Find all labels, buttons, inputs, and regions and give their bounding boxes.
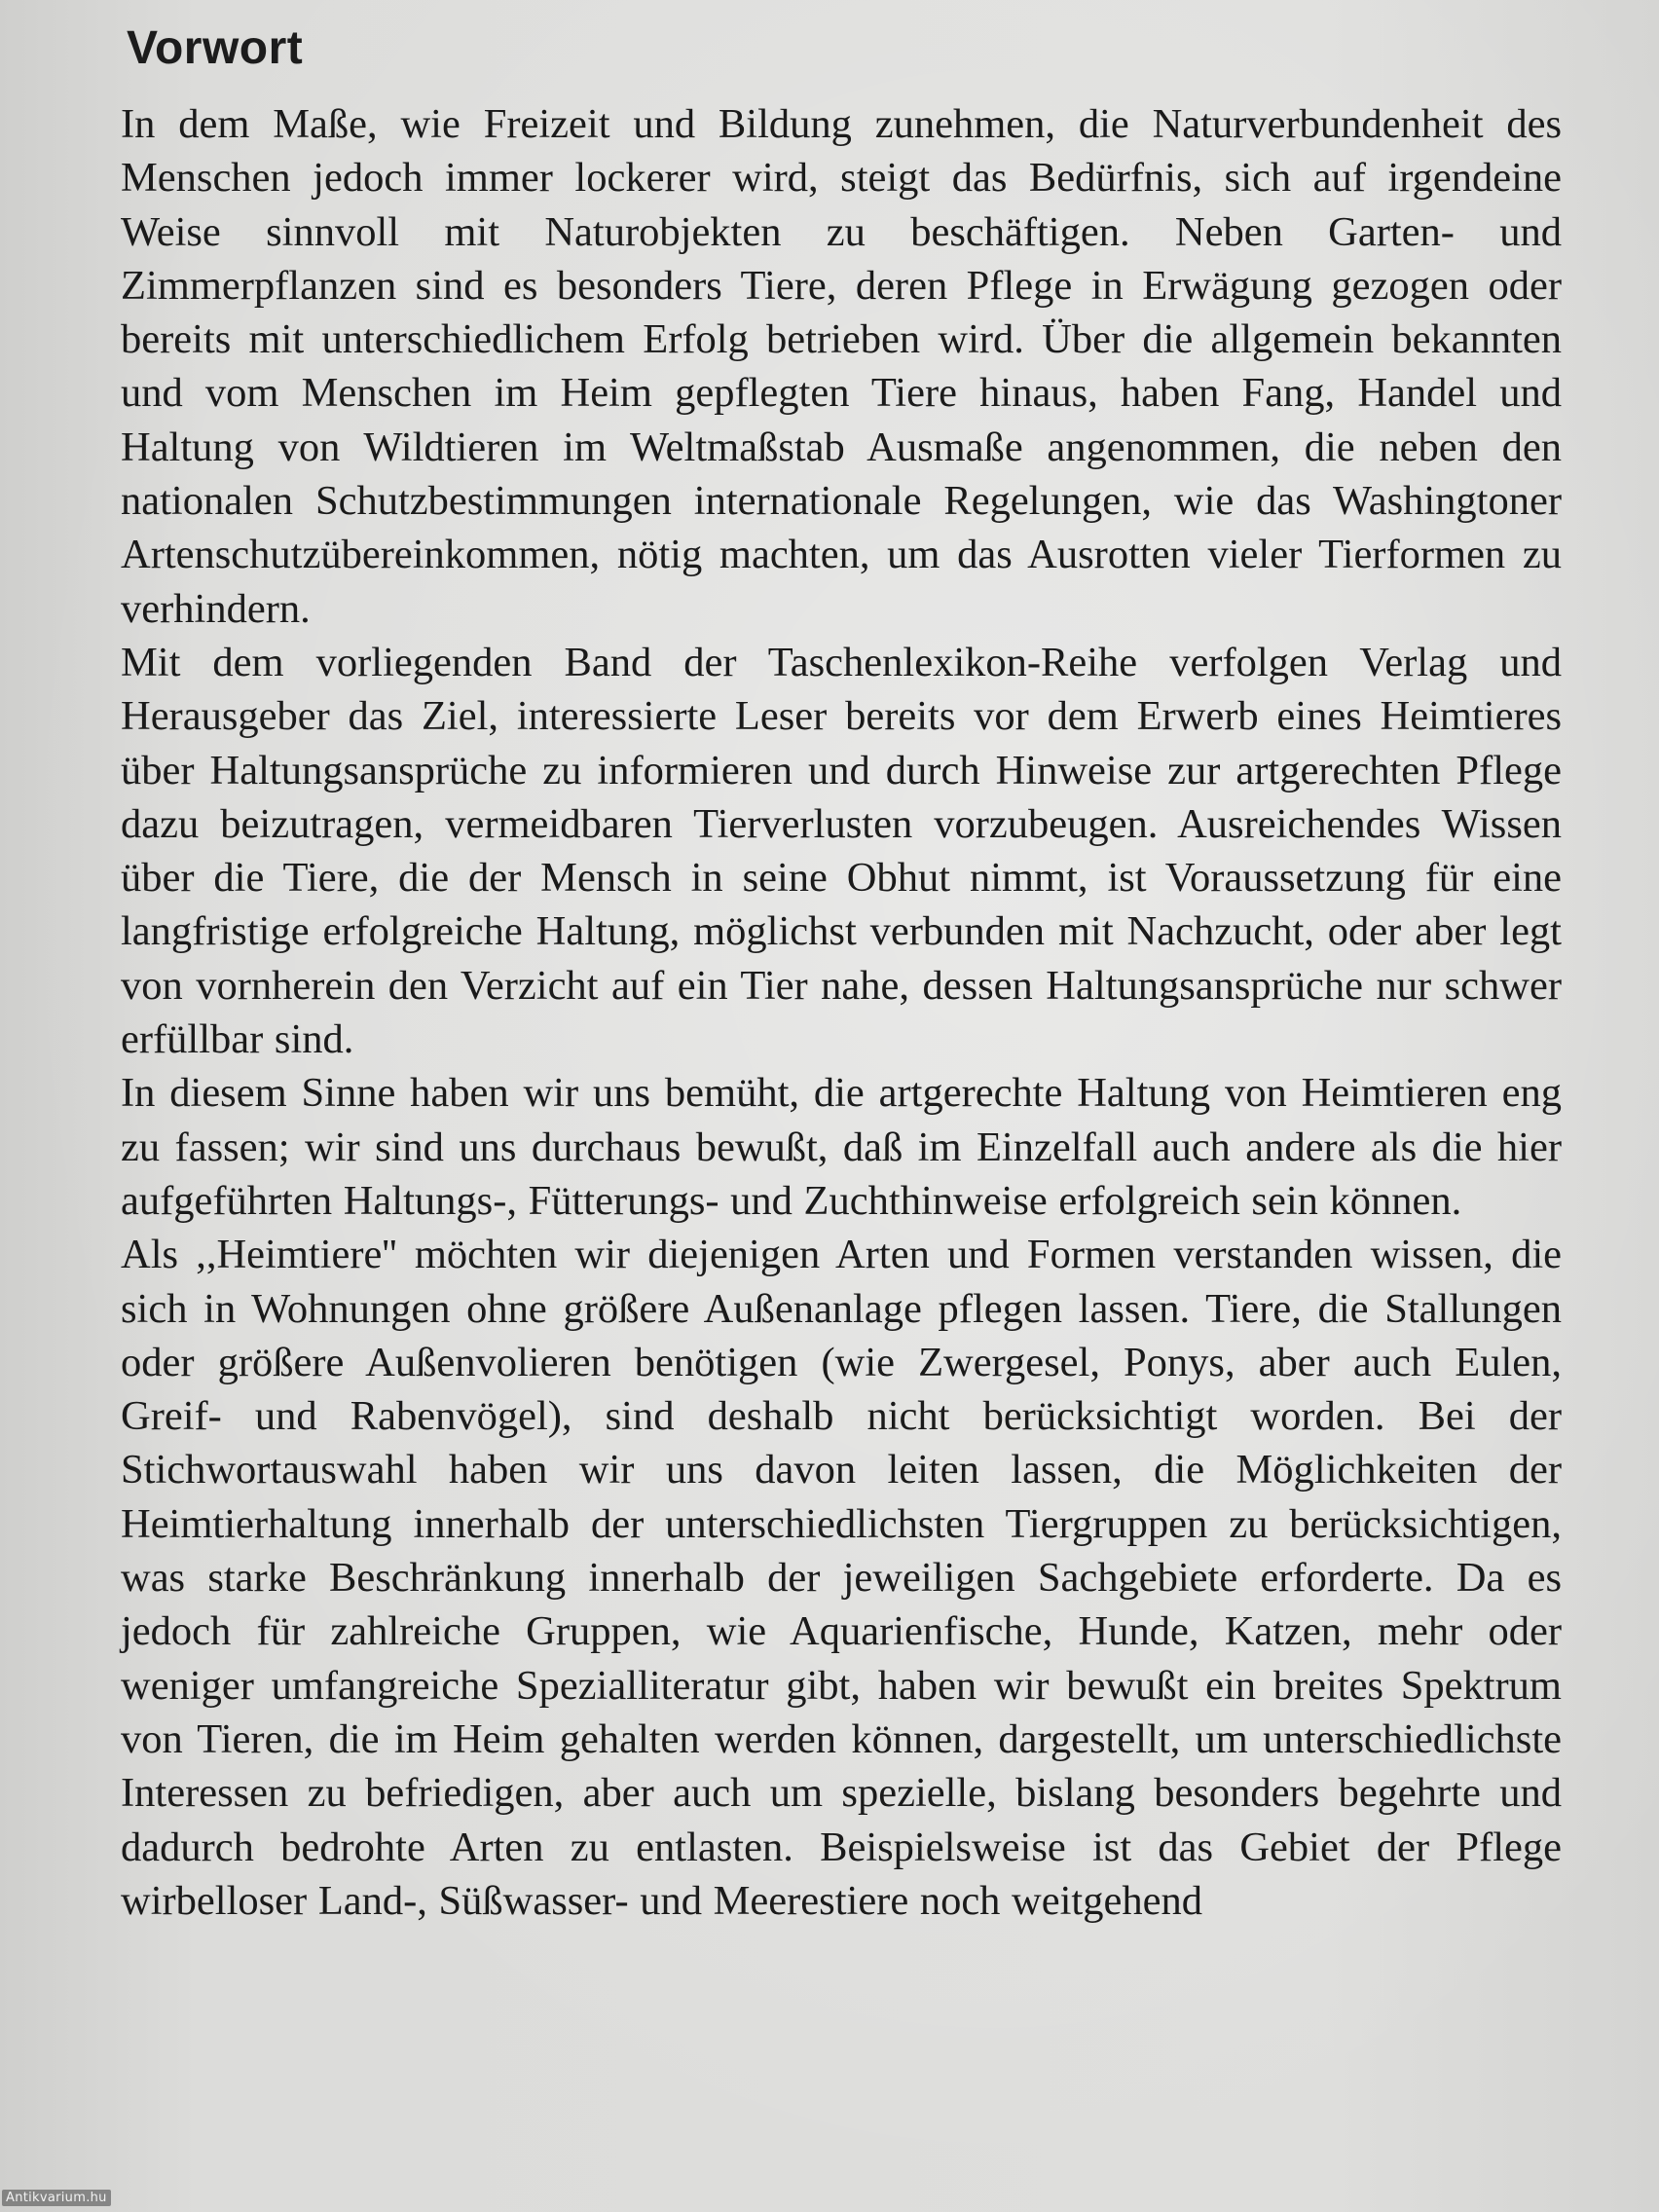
watermark: Antikvarium.hu	[2, 2190, 111, 2206]
page-title: Vorwort	[127, 22, 304, 74]
paragraph-4: Als ,,Heimtiere'' möchten wir diejenigen Arten und Formen verstanden wissen, die sich in Wohnungen ohne größere Außenanlage pflegen lassen. Tiere, die Stallungen oder größere Außenvolieren benötigen (wie Zwergesel, Ponys, aber auch Eulen, Greif- und Rabenvögel), sind deshalb nicht berücksichtigt worden. Bei der Stichwortauswahl haben wir uns davon leiten lassen, die Möglichkeiten der Heimtierhaltung innerhalb der unterschiedlichsten Tiergruppen zu berücksichtigen, was starke Beschränkung innerhalb der jeweiligen Sachgebiete erforderte. Da es jedoch für zahlreiche Gruppen, wie Aquarienfische, Hunde, Katzen, mehr oder weniger umfangreiche Spezialliteratur gibt, haben wir bewußt ein breites Spektrum von Tieren, die im Heim gehalten werden können, dargestellt, um unterschiedlichste Interessen zu befriedigen, aber auch um spezielle, bislang besonders begehrte und dadurch bedrohte Arten zu entlasten. Beispielsweise ist das Gebiet der Pflege wirbelloser Land-, Süßwasser- und Meerestiere noch weitgehend	[121, 1232, 1562, 1924]
body-text	[121, 97, 1562, 1928]
paragraph-1: In dem Maße, wie Freizeit und Bildung zunehmen, die Naturverbundenheit des Menschen jedoch immer lockerer wird, steigt das Bedürfnis, sich auf irgendeine Weise sinnvoll mit Naturobjekten zu beschäftigen. Neben Garten- und Zimmerpflanzen sind es besonders Tiere, deren Pflege in Erwägung gezogen oder bereits mit unterschiedlichem Erfolg betrieben wird. Über die allgemein bekannten und vom Menschen im Heim gepflegten Tiere hinaus, haben Fang, Handel und Haltung von Wildtieren im Weltmaßstab Ausmaße angenommen, die neben den nationalen Schutzbestimmungen internationale Regelungen, wie das Washingtoner Artenschutzübereinkommen, nötig machten, um das Ausrotten vieler Tierformen zu verhindern.	[121, 101, 1562, 632]
paragraph-2: Mit dem vorliegenden Band der Taschenlexikon-Reihe verfolgen Verlag und Herausgeber das Ziel, interessierte Leser bereits vor dem Erwerb eines Heimtieres über Haltungsansprüche zu informieren und durch Hinweise zur artgerechten Pflege dazu beizutragen, vermeidbaren Tierverlusten vorzubeugen. Ausreichendes Wissen über die Tiere, die der Mensch in seine Obhut nimmt, ist Voraussetzung für eine langfristige erfolgreiche Haltung, möglichst verbunden mit Nachzucht, oder aber legt von vornherein den Verzicht auf ein Tier nahe, dessen Haltungsansprüche nur schwer erfüllbar sind.	[121, 639, 1562, 1063]
paragraph-3: In diesem Sinne haben wir uns bemüht, die artgerechte Haltung von Heimtieren eng zu fassen; wir sind uns durchaus bewußt, daß im Einzelfall auch andere als die hier aufgeführten Haltungs-, Fütterungs- und Zuchthinweise erfolgreich sein können.	[121, 1070, 1562, 1224]
